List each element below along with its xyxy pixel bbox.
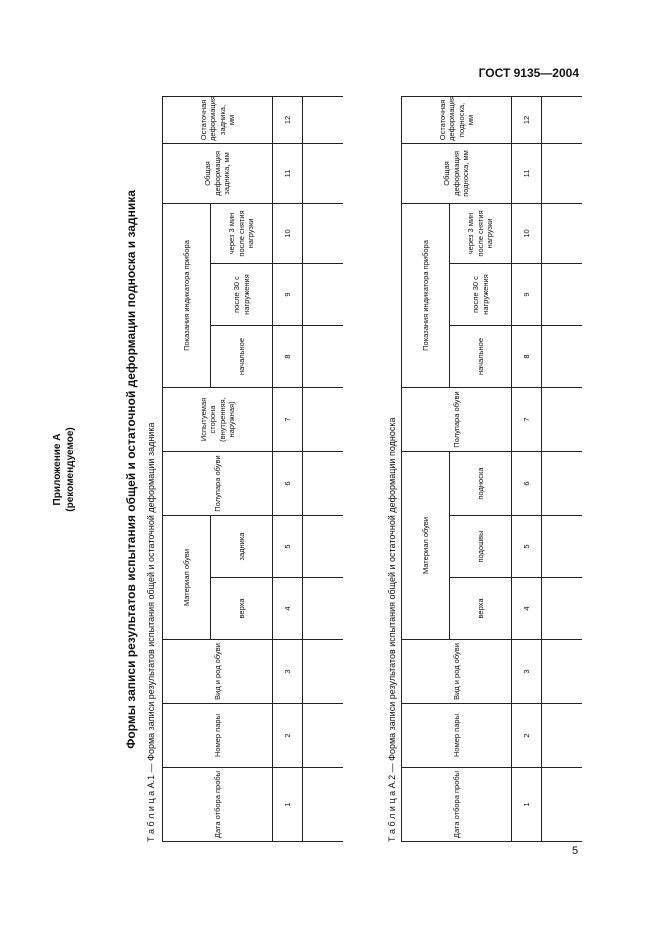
a2-col-number: 5 — [512, 516, 542, 578]
a2-col-number: 1 — [512, 768, 542, 842]
table-a1 — [162, 96, 343, 842]
a2-h-pair: Номер пары — [402, 704, 512, 768]
a1-col-number: 1 — [273, 768, 303, 842]
appendix-title: Приложение А — [52, 433, 63, 506]
appendix-status: (рекомендуемое) — [65, 427, 76, 512]
a2-h-toe: подноска — [450, 451, 512, 515]
a1-col-number: 12 — [273, 96, 303, 143]
a2-col-number: 11 — [512, 143, 542, 203]
a2-col-number: 3 — [512, 640, 542, 704]
rotated-content — [50, 96, 531, 842]
a2-h-resid: Остаточная деформация подноска, мм — [402, 96, 512, 143]
table-a2-caption: Т а б л и ц а А.2 — Форма записи результатов испытания общей и остаточной деформации подноска — [387, 417, 397, 842]
a2-h-after30: после 30 с нагружения — [450, 263, 512, 325]
a1-col-number: 5 — [273, 515, 303, 577]
a1-col-number: 2 — [273, 704, 303, 768]
a1-h-indicator: Показания индикатора прибора — [163, 203, 211, 387]
a2-h-date: Дата отбора пробы — [402, 768, 512, 842]
a2-h-material: Материал обуви — [402, 451, 450, 639]
a2-h-upper: верха — [450, 578, 512, 640]
a1-col-number: 11 — [273, 143, 303, 203]
a2-col-number: 8 — [512, 325, 542, 387]
a1-col-number: 4 — [273, 578, 303, 640]
a1-h-kind: Вид и род обуви — [163, 640, 273, 704]
a2-h-after3: через 3 мин после снятия нагрузки — [450, 203, 512, 263]
a1-h-resid: Остаточная деформация задника, мм — [163, 96, 273, 143]
a2-col-number: 9 — [512, 263, 542, 325]
a1-h-after30: после 30 с нагружения — [211, 263, 273, 325]
a1-h-total: Общая деформация задника, мм — [163, 143, 273, 203]
a1-h-pair: Номер пары — [163, 704, 273, 768]
document-code: ГОСТ 9135—2004 — [478, 66, 579, 80]
a1-col-number: 10 — [273, 203, 303, 263]
a1-h-after3: через 3 мин после снятия нагрузки — [211, 203, 273, 263]
a2-h-kind: Вид и род обуви — [402, 640, 512, 704]
a2-h-indicator: Показания индикатора прибора — [402, 203, 450, 387]
a1-h-part: задника — [211, 515, 273, 577]
a2-h-initial: начальное — [450, 325, 512, 387]
a2-col-number: 6 — [512, 451, 542, 515]
a2-col-number: 4 — [512, 578, 542, 640]
a2-h-sole: подошвы — [450, 516, 512, 578]
a1-h-side: Испытуемая сторона (внутренняя, наружная) — [163, 387, 273, 451]
a1-col-number: 8 — [273, 325, 303, 387]
a1-h-date: Дата отбора пробы — [163, 768, 273, 842]
a2-h-total: Общая деформация подноска, мм — [402, 143, 512, 203]
table-a2 — [401, 96, 582, 842]
a1-col-number: 9 — [273, 263, 303, 325]
table-a1-caption: Т а б л и ц а А.1 — Форма записи результатов испытания общей и остаточной деформации задника — [146, 422, 156, 842]
a1-col-number: 6 — [273, 451, 303, 515]
a2-h-half: Полупара обуви — [402, 387, 512, 451]
a1-h-initial: начальное — [211, 325, 273, 387]
a2-col-number: 10 — [512, 203, 542, 263]
a1-h-half: Полупара обуви — [163, 451, 273, 515]
a2-col-number: 12 — [512, 96, 542, 143]
a1-col-number: 3 — [273, 640, 303, 704]
a1-h-material: Материал обуви — [163, 515, 211, 639]
a1-h-upper: верха — [211, 578, 273, 640]
a1-col-number: 7 — [273, 387, 303, 451]
a2-col-number: 2 — [512, 704, 542, 768]
a2-col-number: 7 — [512, 387, 542, 451]
section-title: Формы записи результатов испытания общей и остаточной деформации подноска и задника — [124, 190, 138, 749]
page-number: 5 — [572, 845, 579, 857]
